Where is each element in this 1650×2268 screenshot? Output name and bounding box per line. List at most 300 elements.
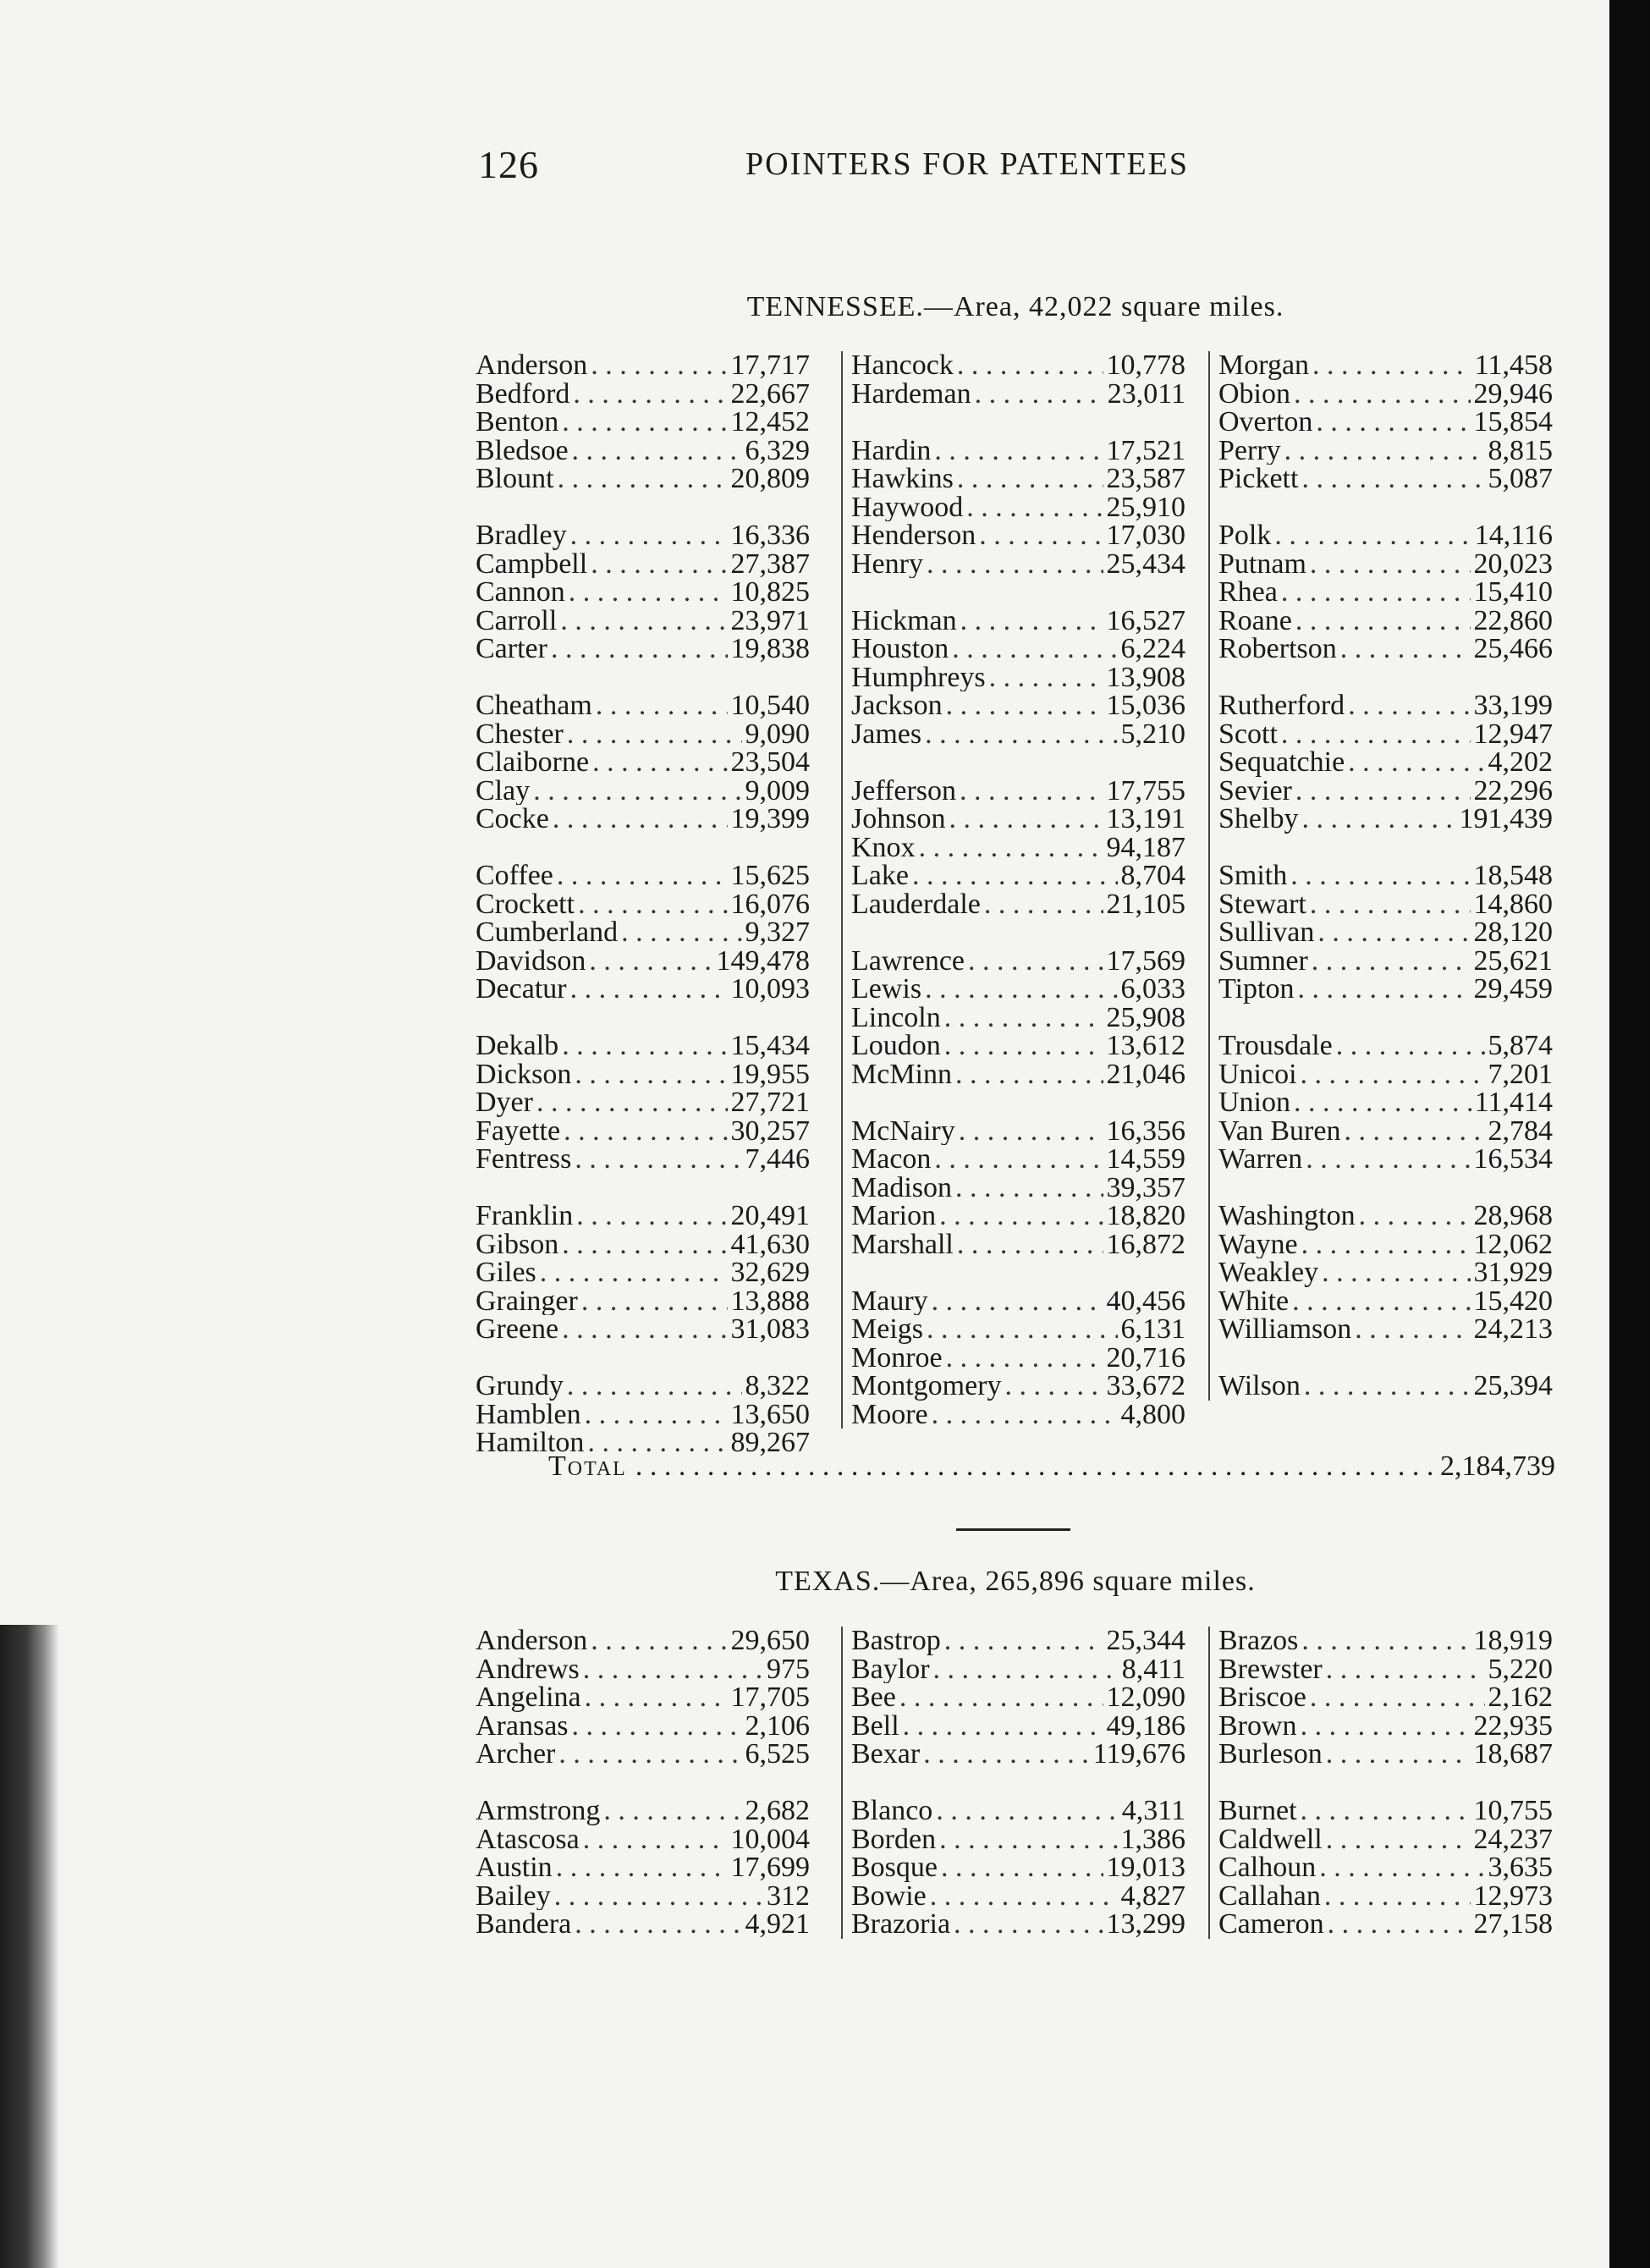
- group-spacer: [476, 663, 810, 692]
- county-population: 119,676: [1092, 1740, 1185, 1769]
- county-name: Washington: [1218, 1202, 1356, 1230]
- leader-dots: [941, 1853, 1103, 1882]
- county-entry: [1218, 890, 1553, 919]
- county-name: Carroll: [476, 606, 558, 635]
- leader-dots: [562, 1315, 727, 1344]
- county-entry: [1218, 351, 1553, 380]
- county-name: Montgomery: [851, 1372, 1002, 1401]
- county-name: Tipton: [1218, 975, 1295, 1004]
- leader-dots: [1301, 465, 1484, 493]
- county-name: Franklin: [476, 1202, 574, 1230]
- county-population: 20,023: [1473, 549, 1553, 578]
- county-population: 2,162: [1488, 1683, 1553, 1712]
- county-entry: [851, 351, 1185, 380]
- leader-dots: [933, 1655, 1119, 1684]
- county-population: 19,399: [730, 805, 810, 834]
- county-population: 33,199: [1473, 691, 1553, 720]
- leader-dots: [1348, 691, 1470, 720]
- leader-dots: [562, 1032, 727, 1060]
- county-population: 20,491: [730, 1202, 810, 1230]
- county-entry: [476, 635, 810, 663]
- county-entry: [1218, 380, 1553, 409]
- county-population: 94,187: [1106, 833, 1185, 862]
- county-entry: [476, 351, 810, 380]
- page-number: 126: [478, 143, 539, 186]
- county-name: Bee: [851, 1683, 896, 1712]
- county-entry: [851, 1032, 1185, 1060]
- leader-dots: [1317, 918, 1470, 947]
- county-name: Giles: [476, 1258, 536, 1287]
- leader-dots: [1292, 1287, 1470, 1316]
- county-name: Lincoln: [851, 1003, 941, 1032]
- section-divider-rule: [956, 1528, 1070, 1531]
- county-population: 4,800: [1120, 1400, 1185, 1429]
- county-name: Gibson: [476, 1230, 559, 1258]
- county-name: Marshall: [851, 1230, 954, 1258]
- leader-dots: [557, 862, 728, 890]
- county-entry: [851, 890, 1185, 919]
- county-population: 18,548: [1473, 862, 1553, 890]
- county-name: Dyer: [476, 1088, 533, 1117]
- county-name: Hawkins: [851, 465, 954, 493]
- county-entry: [1218, 521, 1553, 550]
- leader-dots: [903, 1712, 1103, 1741]
- leader-dots: [591, 351, 727, 380]
- county-name: Fayette: [476, 1116, 561, 1145]
- leader-dots: [932, 1287, 1103, 1316]
- county-entry: [851, 777, 1185, 806]
- county-population: 7,201: [1488, 1060, 1553, 1088]
- county-name: Unicoi: [1218, 1060, 1297, 1088]
- leader-dots: [583, 1655, 763, 1684]
- county-entry: [476, 1230, 810, 1259]
- county-entry: [476, 607, 810, 636]
- county-population: 2,106: [745, 1711, 810, 1740]
- county-entry: [851, 1740, 1185, 1769]
- county-entry: [1218, 1032, 1553, 1060]
- county-name: Atascosa: [476, 1825, 580, 1853]
- county-population: 19,838: [730, 635, 810, 663]
- county-population: 25,466: [1473, 635, 1553, 663]
- leader-dots: [562, 1230, 727, 1259]
- county-population: 13,299: [1106, 1910, 1185, 1939]
- tennessee-title: TENNESSEE.—Area, 42,022 square miles.: [746, 291, 1284, 322]
- county-entry: [851, 550, 1185, 579]
- county-name: Cumberland: [476, 918, 619, 947]
- leader-dots: [1301, 805, 1455, 834]
- leader-dots: [551, 635, 728, 663]
- county-entry: [851, 947, 1185, 976]
- county-name: Wayne: [1218, 1230, 1298, 1258]
- county-population: 5,874: [1488, 1032, 1553, 1060]
- leader-dots: [1301, 1060, 1485, 1089]
- county-entry: [476, 437, 810, 465]
- leader-dots: [589, 947, 712, 976]
- leader-dots: [1326, 1740, 1471, 1769]
- county-name: Caldwell: [1218, 1825, 1323, 1853]
- county-name: Monroe: [851, 1343, 943, 1372]
- leader-dots: [560, 607, 727, 636]
- county-entry: [476, 1797, 810, 1825]
- leader-dots: [952, 635, 1117, 663]
- county-population: 29,459: [1473, 975, 1553, 1004]
- county-entry: [476, 1627, 810, 1655]
- group-spacer: [851, 748, 1185, 777]
- county-name: Clay: [476, 776, 531, 805]
- county-population: 4,202: [1488, 748, 1553, 777]
- leader-dots: [533, 777, 741, 806]
- group-spacer: [851, 578, 1185, 607]
- county-population: 149,478: [716, 946, 810, 975]
- county-population: 5,210: [1120, 719, 1185, 748]
- county-name: Maury: [851, 1286, 928, 1315]
- leader-dots: [957, 1230, 1103, 1259]
- total-value: 2,184,739: [1440, 1451, 1555, 1482]
- county-entry: [476, 1032, 810, 1060]
- county-name: Benton: [476, 408, 559, 437]
- county-entry: [851, 1344, 1185, 1373]
- leader-dots: [912, 862, 1118, 890]
- leader-dots: [1301, 1797, 1471, 1825]
- county-name: Warren: [1218, 1145, 1303, 1174]
- county-entry: [851, 465, 1185, 493]
- leader-dots: [567, 1372, 742, 1401]
- county-entry: [1218, 918, 1553, 947]
- leader-dots: [1324, 1882, 1471, 1911]
- county-entry: [851, 1060, 1185, 1089]
- county-name: Henry: [851, 549, 923, 578]
- county-name: Greene: [476, 1315, 559, 1344]
- running-title: POINTERS FOR PATENTEES: [745, 146, 1190, 182]
- texas-table: [476, 1627, 1559, 1948]
- county-entry: [476, 550, 810, 579]
- county-entry: [851, 1683, 1185, 1712]
- leader-dots: [572, 1712, 742, 1741]
- leader-dots: [934, 1145, 1103, 1174]
- leader-dots: [1310, 890, 1471, 919]
- county-name: Claiborne: [476, 748, 590, 777]
- county-name: Meigs: [851, 1315, 923, 1344]
- leader-dots: [1355, 1315, 1470, 1344]
- leader-dots: [946, 1344, 1103, 1373]
- county-entry: [1218, 1202, 1553, 1230]
- county-entry: [476, 1202, 810, 1230]
- leader-dots: [944, 1032, 1103, 1060]
- county-name: Williamson: [1218, 1315, 1352, 1344]
- county-population: 28,120: [1473, 918, 1553, 947]
- county-name: Callahan: [1218, 1881, 1321, 1910]
- county-entry: [476, 1853, 810, 1882]
- county-name: Chester: [476, 719, 564, 748]
- county-name: Perry: [1218, 436, 1281, 465]
- leader-dots: [564, 1117, 727, 1146]
- county-name: McNairy: [851, 1116, 955, 1145]
- county-name: Bradley: [476, 521, 567, 550]
- county-name: Lauderdale: [851, 889, 981, 918]
- county-name: Cameron: [1218, 1910, 1324, 1939]
- leader-dots: [576, 1202, 727, 1230]
- county-entry: [476, 1258, 810, 1287]
- group-spacer: [851, 918, 1185, 947]
- county-entry: [851, 1401, 1185, 1429]
- county-population: 31,083: [730, 1315, 810, 1344]
- county-name: Sevier: [1218, 776, 1292, 805]
- group-spacer: [851, 1258, 1185, 1287]
- county-population: 10,825: [730, 578, 810, 607]
- leader-dots: [1340, 635, 1471, 663]
- leader-dots: [927, 1315, 1118, 1344]
- county-entry: [1218, 578, 1553, 607]
- leader-dots: [591, 1627, 727, 1655]
- leader-dots: [1344, 1117, 1484, 1146]
- leader-dots: [578, 890, 727, 919]
- group-spacer: [1218, 1344, 1553, 1373]
- county-name: Jackson: [851, 691, 943, 720]
- county-entry: [476, 777, 810, 806]
- county-entry: [1218, 1740, 1553, 1769]
- leader-dots: [1326, 1655, 1485, 1684]
- county-name: Dickson: [476, 1060, 572, 1088]
- county-population: 9,090: [745, 719, 810, 748]
- county-name: Polk: [1218, 521, 1272, 550]
- county-entry: [1218, 1910, 1553, 1939]
- county-name: Cocke: [476, 805, 549, 834]
- county-population: 17,755: [1106, 776, 1185, 805]
- county-entry: [851, 1910, 1185, 1939]
- county-population: 30,257: [730, 1116, 810, 1145]
- county-population: 11,414: [1474, 1088, 1553, 1117]
- county-population: 6,525: [745, 1740, 810, 1769]
- county-population: 13,191: [1106, 805, 1185, 834]
- group-spacer: [1218, 1769, 1553, 1797]
- county-entry: [476, 862, 810, 890]
- county-population: 20,809: [730, 465, 810, 493]
- leader-dots: [939, 1202, 1103, 1230]
- county-name: Marion: [851, 1202, 937, 1230]
- county-entry: [851, 1797, 1185, 1825]
- county-name: Roane: [1218, 606, 1292, 635]
- leader-dots: [919, 834, 1103, 862]
- county-name: Stewart: [1218, 889, 1306, 918]
- group-spacer: [1218, 1174, 1553, 1203]
- county-name: Lewis: [851, 975, 922, 1004]
- county-entry: [476, 1740, 810, 1769]
- county-entry: [851, 635, 1185, 663]
- county-population: 89,267: [730, 1429, 810, 1457]
- county-entry: [851, 607, 1185, 636]
- county-name: Wilson: [1218, 1372, 1301, 1401]
- county-population: 10,093: [730, 975, 810, 1004]
- county-entry: [1218, 1060, 1553, 1089]
- county-name: Lawrence: [851, 946, 965, 975]
- county-name: Shelby: [1218, 805, 1299, 834]
- leader-dots: [603, 1797, 741, 1825]
- tennessee-total-row: [548, 1451, 1555, 1483]
- county-population: 17,030: [1106, 521, 1185, 550]
- county-entry: [476, 380, 810, 409]
- county-population: 20,716: [1106, 1343, 1185, 1372]
- leader-dots: [585, 1401, 728, 1429]
- county-name: Bowie: [851, 1881, 927, 1910]
- leader-dots: [1294, 1088, 1471, 1117]
- county-entry: [851, 1825, 1185, 1854]
- group-spacer: [1218, 1004, 1553, 1032]
- county-entry: [851, 720, 1185, 749]
- county-population: 27,721: [730, 1088, 810, 1117]
- county-population: 191,439: [1459, 805, 1553, 834]
- county-population: 25,908: [1106, 1003, 1185, 1032]
- leader-dots: [1297, 975, 1470, 1004]
- county-entry: [1218, 1712, 1553, 1741]
- county-entry: [1218, 1655, 1553, 1684]
- county-entry: [851, 691, 1185, 720]
- county-population: 4,921: [745, 1910, 810, 1939]
- county-population: 12,062: [1473, 1230, 1553, 1258]
- leader-dots: [1274, 521, 1471, 550]
- county-population: 312: [767, 1881, 810, 1910]
- county-population: 10,540: [730, 691, 810, 720]
- county-name: Brazos: [1218, 1627, 1299, 1655]
- county-population: 18,687: [1473, 1740, 1553, 1769]
- county-population: 25,434: [1106, 549, 1185, 578]
- texas-column-3: [1208, 1627, 1553, 1939]
- county-entry: [476, 1372, 810, 1401]
- county-population: 13,612: [1106, 1032, 1185, 1060]
- leader-dots: [553, 805, 728, 834]
- leader-dots: [540, 1258, 728, 1287]
- county-name: Jefferson: [851, 776, 956, 805]
- county-population: 19,955: [730, 1060, 810, 1088]
- leader-dots: [966, 493, 1103, 522]
- county-population: 15,434: [730, 1032, 810, 1060]
- county-population: 2,784: [1488, 1116, 1553, 1145]
- leader-dots: [975, 380, 1104, 409]
- county-entry: [476, 465, 810, 493]
- county-population: 3,635: [1488, 1853, 1553, 1882]
- leader-dots: [570, 521, 728, 550]
- county-entry: [476, 578, 810, 607]
- county-entry: [1218, 947, 1553, 976]
- leader-dots: [585, 1683, 728, 1712]
- county-population: 9,327: [745, 918, 810, 947]
- county-name: Trousdale: [1218, 1032, 1333, 1060]
- county-name: Moore: [851, 1400, 928, 1429]
- county-name: Henderson: [851, 521, 976, 550]
- county-name: Bexar: [851, 1740, 921, 1769]
- leader-dots: [925, 975, 1117, 1004]
- total-label: Total: [548, 1451, 627, 1482]
- leader-dots: [1326, 1825, 1471, 1854]
- county-name: James: [851, 719, 922, 748]
- county-population: 5,220: [1488, 1654, 1553, 1683]
- county-name: Baylor: [851, 1654, 930, 1683]
- leader-dots: [575, 1060, 727, 1089]
- county-name: Blanco: [851, 1797, 933, 1825]
- county-name: Archer: [476, 1740, 556, 1769]
- county-entry: [1218, 1230, 1553, 1259]
- county-name: Bosque: [851, 1853, 938, 1882]
- leader-dots: [1359, 1202, 1471, 1230]
- county-population: 14,116: [1474, 521, 1553, 550]
- county-name: Hamblen: [476, 1400, 581, 1429]
- county-entry: [1218, 465, 1553, 493]
- county-population: 14,860: [1473, 889, 1553, 918]
- leader-dots: [968, 947, 1103, 976]
- county-entry: [1218, 1315, 1553, 1344]
- county-name: Anderson: [476, 1627, 588, 1655]
- county-entry: [851, 1174, 1185, 1203]
- county-population: 15,410: [1473, 578, 1553, 607]
- county-entry: [476, 805, 810, 834]
- county-name: Bandera: [476, 1910, 572, 1939]
- group-spacer: [851, 408, 1185, 437]
- county-entry: [851, 663, 1185, 692]
- county-name: Macon: [851, 1145, 932, 1174]
- county-entry: [851, 1372, 1185, 1401]
- county-entry: [1218, 607, 1553, 636]
- tennessee-column-3: [1208, 351, 1553, 1401]
- county-entry: [476, 408, 810, 437]
- county-entry: [851, 834, 1185, 862]
- leader-dots: [949, 805, 1103, 834]
- county-population: 975: [767, 1654, 810, 1683]
- texas-column-2: [841, 1627, 1185, 1939]
- county-entry: [851, 1230, 1185, 1259]
- county-entry: [851, 493, 1185, 522]
- county-name: Van Buren: [1218, 1116, 1341, 1145]
- county-population: 49,186: [1106, 1711, 1185, 1740]
- county-name: Briscoe: [1218, 1683, 1306, 1712]
- county-entry: [851, 1315, 1185, 1344]
- leader-dots: [583, 1825, 728, 1854]
- county-population: 4,827: [1120, 1881, 1185, 1910]
- group-spacer: [1218, 663, 1553, 692]
- county-name: Cheatham: [476, 691, 592, 720]
- county-population: 25,394: [1473, 1372, 1553, 1401]
- leader-dots: [927, 550, 1103, 579]
- county-name: Smith: [1218, 862, 1288, 890]
- county-population: 13,908: [1106, 663, 1185, 691]
- county-population: 19,013: [1106, 1853, 1185, 1882]
- county-entry: [1218, 1882, 1553, 1911]
- county-name: Angelina: [476, 1683, 581, 1712]
- leader-dots: [934, 437, 1103, 465]
- county-population: 6,329: [745, 436, 810, 465]
- county-name: Bastrop: [851, 1627, 941, 1655]
- county-population: 6,131: [1120, 1315, 1185, 1344]
- county-entry: [1218, 408, 1553, 437]
- county-population: 15,420: [1473, 1286, 1553, 1315]
- county-population: 8,411: [1121, 1654, 1185, 1683]
- county-entry: [851, 437, 1185, 465]
- county-population: 6,033: [1120, 975, 1185, 1004]
- county-name: Hickman: [851, 606, 957, 635]
- group-spacer: [1218, 834, 1553, 862]
- group-spacer: [476, 493, 810, 522]
- county-name: Andrews: [476, 1654, 580, 1683]
- leader-dots: [899, 1683, 1103, 1712]
- county-population: 7,446: [745, 1145, 810, 1174]
- county-entry: [1218, 1372, 1553, 1401]
- county-name: Carter: [476, 635, 547, 663]
- county-population: 16,356: [1106, 1116, 1185, 1145]
- leader-dots: [558, 465, 728, 493]
- county-entry: [1218, 1627, 1553, 1655]
- county-name: Obion: [1218, 379, 1290, 408]
- county-entry: [851, 1145, 1185, 1174]
- county-name: Grainger: [476, 1286, 578, 1315]
- county-entry: [1218, 1683, 1553, 1712]
